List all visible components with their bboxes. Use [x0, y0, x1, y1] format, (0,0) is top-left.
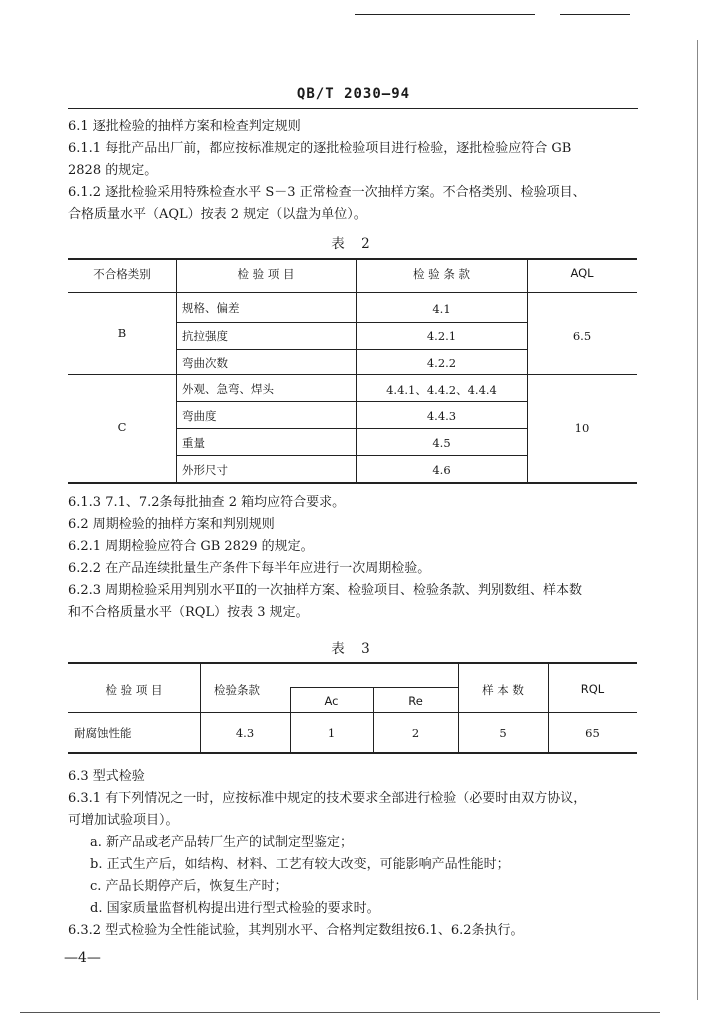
table-2-item: 弯曲次数 — [182, 356, 228, 370]
table-2-clause: 4.5 — [432, 436, 451, 450]
table-3-clause: 4.3 — [235, 726, 255, 740]
table-2-caption: 表 2 — [331, 236, 376, 252]
section-6-2-title: 6.2 周期检验的抽样方案和判别规则 — [68, 517, 275, 532]
para-6-1-3: 6.1.3 7.1、7.2条每批抽查 2 箱均应符合要求。 — [68, 495, 346, 510]
table-2-clause: 4.2.2 — [426, 356, 457, 370]
scan-mark-bottom — [20, 1012, 660, 1013]
table-2-clause: 4.4.1、4.4.2、4.4.4 — [386, 383, 497, 397]
table-2-item: 抗拉强度 — [182, 329, 228, 343]
table-2-row-rule — [176, 322, 527, 323]
table-2-header-category: 不合格类别 — [93, 267, 151, 281]
para-6-1-2-line-2: 合格质量水平（AQL）按表 2 规定（以盘为单位）。 — [68, 207, 367, 222]
header-rule — [68, 108, 638, 109]
table-2-item: 外观、急弯、焊头 — [182, 382, 274, 396]
table-2-item: 重量 — [182, 436, 205, 450]
table-3-ac: 1 — [327, 726, 336, 740]
table-2-bottom-rule — [68, 482, 637, 484]
table-2-aql-c: 10 — [574, 421, 590, 435]
para-6-2-1: 6.2.1 周期检验应符合 GB 2829 的规定。 — [68, 539, 314, 554]
table-3-header-rql: RQL — [580, 682, 605, 696]
table-2-header-item: 检 验 项 目 — [237, 267, 295, 281]
table-2-aql-b: 6.5 — [572, 329, 592, 343]
table-3-header-ac: Ac — [324, 694, 339, 708]
para-6-2-2: 6.2.2 在产品连续批量生产条件下每半年应进行一次周期检验。 — [68, 561, 431, 576]
scan-edge-right — [697, 40, 698, 1000]
list-item: d. 国家质量监督机构提出进行型式检验的要求时。 — [90, 901, 380, 916]
list-item: c. 产品长期停产后，恢复生产时； — [90, 879, 288, 894]
table-3-top-rule — [68, 662, 637, 664]
table-3-header-clause: 检验条款 — [214, 683, 260, 697]
para-6-1-1-line-1: 6.1.1 每批产品出厂前，都应按标准规定的逐批检验项目进行检验，逐批检验应符合 GB — [68, 141, 572, 156]
table-2-row-rule — [176, 428, 527, 429]
para-6-1-1-line-2: 2828 的规定。 — [68, 163, 158, 178]
para-6-2-3-line-2: 和不合格质量水平（RQL）按表 3 规定。 — [68, 605, 309, 620]
table-2-col-rule — [527, 258, 528, 482]
list-item: a. 新产品或老产品转厂生产的试制定型鉴定； — [90, 835, 354, 850]
standard-number: QB/T 2030—94 — [296, 86, 411, 102]
para-6-3-1-line-2: 可增加试验项目）。 — [68, 813, 179, 828]
table-2-clause: 4.1 — [432, 302, 451, 316]
table-3-header-item: 检 验 项 目 — [105, 683, 163, 697]
table-2-item: 外形尺寸 — [182, 463, 228, 477]
para-6-3-2: 6.3.2 型式检验为全性能试验，其判别水平、合格判定数组按6.1、6.2条执行。 — [68, 923, 524, 938]
table-2-header-clause: 检 验 条 款 — [413, 267, 470, 281]
table-2-clause: 4.4.3 — [426, 409, 457, 423]
table-2-row-rule — [176, 401, 527, 402]
table-2-item: 弯曲度 — [182, 409, 217, 423]
table-2-category-b: B — [117, 326, 127, 340]
para-6-3-1-line-1: 6.3.1 有下列情况之一时，应按标准中规定的技术要求全部进行检验（必要时由双方协议， — [68, 791, 587, 806]
para-6-1-2-line-1: 6.1.2 逐批检验采用特殊检查水平 S－3 正常检查一次抽样方案。不合格类别、检验项目、 — [68, 185, 586, 200]
table-2-row-rule — [176, 455, 527, 456]
table-2-category-c: C — [117, 420, 127, 434]
section-6-3-title: 6.3 型式检验 — [68, 769, 145, 784]
scan-mark-top-right — [560, 14, 630, 15]
para-6-2-3-line-1: 6.2.3 周期检验采用判别水平Ⅱ的一次抽样方案、检验项目、检验条款、判别数组、样本数 — [68, 583, 583, 598]
list-item: b. 正式生产后，如结构、材料、工艺有较大改变，可能影响产品性能时； — [90, 857, 510, 872]
table-3-bottom-rule — [68, 752, 637, 754]
table-3-subheader-rule — [290, 687, 458, 688]
scan-mark-top — [355, 14, 535, 15]
page-number: —4— — [64, 950, 101, 966]
table-2-top-rule — [68, 258, 637, 260]
table-2-row-rule — [176, 349, 527, 350]
table-2-col-rule — [176, 258, 177, 482]
table-3-header-sample: 样 本 数 — [482, 683, 524, 697]
table-2-group-rule — [68, 374, 637, 375]
table-2-item: 规格、偏差 — [182, 301, 240, 315]
table-3-rql: 65 — [585, 726, 600, 740]
table-3-caption: 表 3 — [331, 641, 376, 657]
table-3-re: 2 — [411, 726, 420, 740]
table-3-header-rule — [68, 712, 637, 713]
table-3-header-re: Re — [408, 694, 423, 708]
table-2-clause: 4.6 — [432, 463, 451, 477]
table-2-header-aql: AQL — [570, 266, 594, 280]
table-2-header-rule — [68, 292, 637, 293]
section-6-1-title: 6.1 逐批检验的抽样方案和检查判定规则 — [68, 119, 301, 134]
table-2-clause: 4.2.1 — [426, 329, 457, 343]
table-3-item: 耐腐蚀性能 — [74, 726, 132, 740]
table-3-sample: 5 — [499, 726, 507, 740]
